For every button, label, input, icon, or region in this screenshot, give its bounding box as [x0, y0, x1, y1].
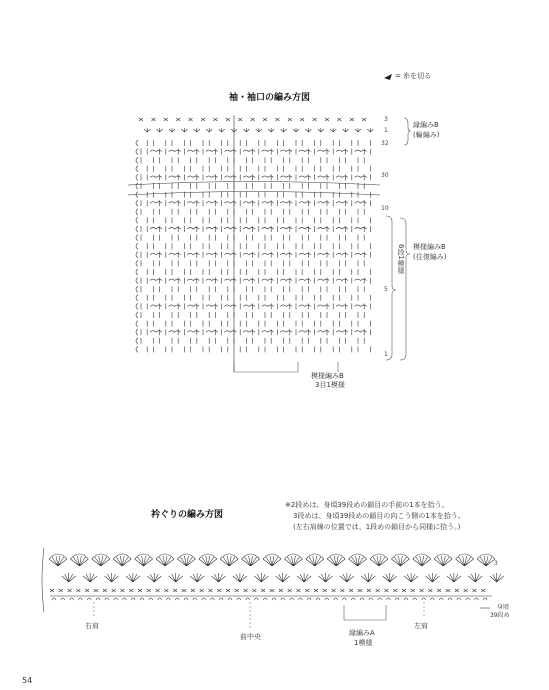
pattern-b-sub-label: (往復編み) — [413, 253, 447, 261]
left-shoulder-label: 左肩 — [414, 622, 428, 630]
edging-a-label: 縁編みA — [349, 629, 375, 637]
legend-text: = 糸を切る — [395, 72, 432, 80]
edging-a-repeat-label: 1模様 — [354, 639, 373, 647]
neck-chart-title: 衿ぐりの編み方図 — [151, 510, 224, 520]
neck-note-3: (左右肩線の位置では、1段めの鎖目から同様に拾う。) — [293, 523, 461, 531]
edging-b-label: 縁編みB — [413, 121, 439, 129]
edging-b-sub-label: (輪編み) — [413, 131, 440, 139]
row-number-32: 32 — [381, 140, 389, 147]
sleeve-chart-title: 袖・袖口の編み方図 — [229, 93, 311, 103]
row-number-5: 5 — [384, 286, 388, 293]
row-number-10: 10 — [381, 205, 389, 212]
right-shoulder-label: 右肩 — [85, 622, 99, 630]
page-number: 54 — [22, 676, 33, 685]
row-number-1-bottom: 1 — [384, 351, 388, 358]
body-label: 身頃 — [497, 604, 510, 611]
neck-note-1: ※2段めは、身頃39段めの鎖目の手前の1本を拾う。 — [285, 501, 449, 509]
row-number-30: 30 — [381, 172, 389, 179]
body-row-label: 39段め — [490, 612, 510, 619]
neck-row-number-3: 3 — [494, 560, 498, 567]
center-front-label: 前中央 — [240, 633, 261, 641]
pattern-b-label: 模様編みB — [413, 243, 446, 251]
neck-note-2: 3段めは、身頃39段めの鎖目の向こう側の1本を拾う。 — [293, 512, 465, 520]
pattern-repeat-label: 3目1模様 — [315, 381, 345, 389]
row-number-1-top: 1 — [384, 127, 388, 134]
row-number-3: 3 — [384, 116, 388, 123]
repeat-label: 6段1模様 — [397, 244, 405, 274]
pattern-b-bottom-label: 模様編みB — [311, 372, 344, 380]
